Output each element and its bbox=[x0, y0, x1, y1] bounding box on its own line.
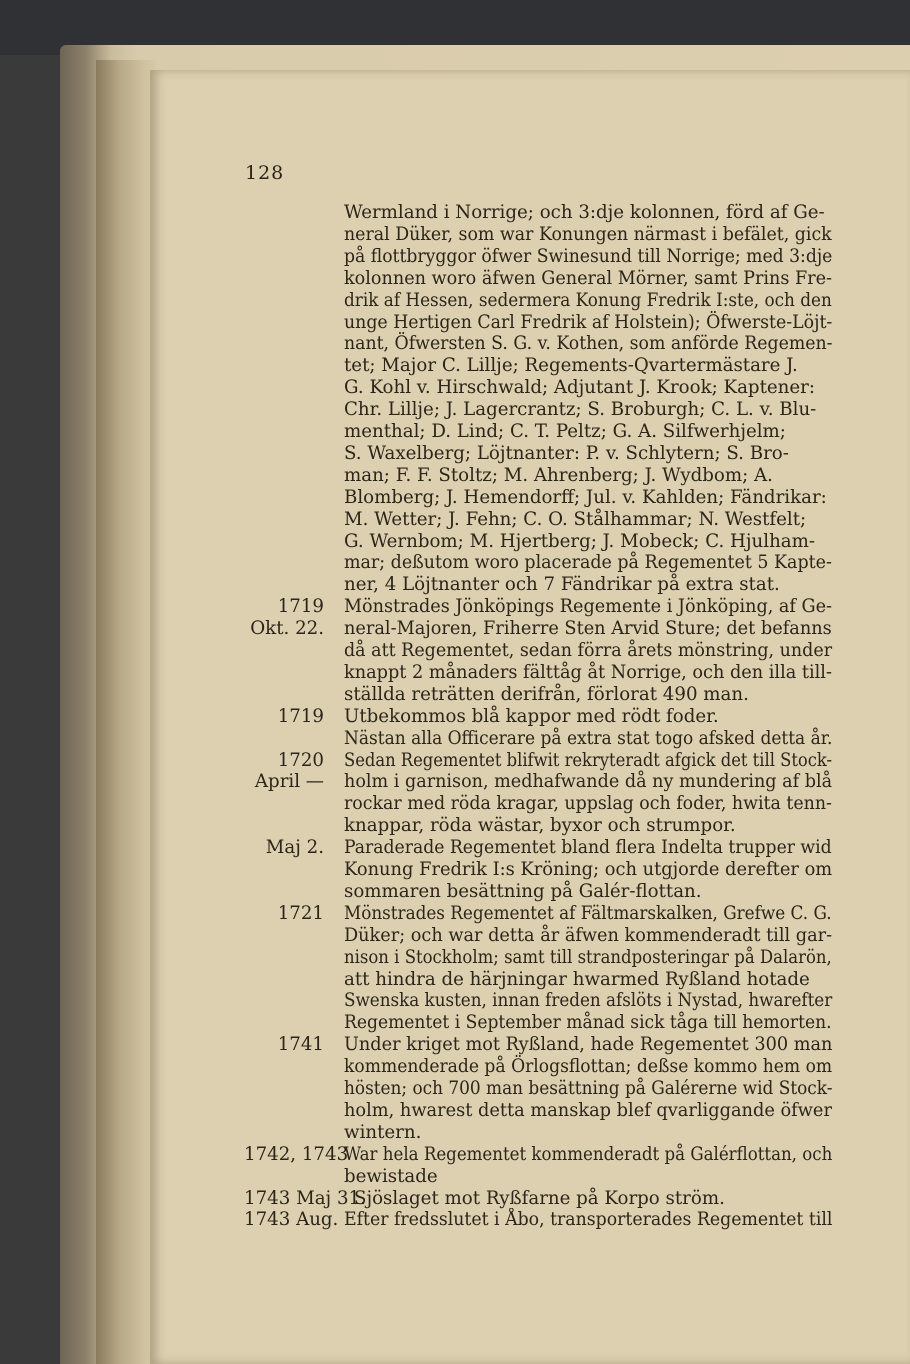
body-text: Düker; och war detta år äfwen kommenderadt till gar- bbox=[344, 924, 833, 946]
body-text: kolonnen woro äfwen General Mörner, samt Prins Fre- bbox=[344, 267, 832, 289]
margin-date: Maj 2. bbox=[265, 837, 324, 859]
body-text: War hela Regementet kommenderadt på Galérflottan, och bbox=[344, 1143, 833, 1165]
body-text: Sjöslaget mot Ryßfarne på Korpo ström. bbox=[354, 1187, 725, 1209]
body-text: kommenderade på Örlogsflottan; deßse kommo hem om bbox=[344, 1056, 833, 1078]
body-text: menthal; D. Lind; C. T. Peltz; G. A. Silfwerhjelm; bbox=[344, 421, 786, 442]
body-text: ner, 4 Löjtnanter och 7 Fändrikar på extra stat. bbox=[344, 574, 780, 596]
body-text: drik af Hessen, sedermera Konung Fredrik I:ste, och den bbox=[344, 289, 832, 311]
book-spine bbox=[96, 60, 156, 1364]
body-text: att hindra de härjningar hwarmed Ryßland hotade bbox=[344, 968, 810, 990]
body-text: M. Wetter; J. Fehn; C. O. Stålhammar; N. Westfelt; bbox=[344, 508, 807, 530]
body-text: Sedan Regementet blifwit rekryteradt afgick det till Stock- bbox=[344, 749, 833, 771]
body-text: Chr. Lillje; J. Lagercrantz; S. Broburgh; C. L. v. Blu- bbox=[344, 399, 817, 421]
body-text: knappar, röda wästar, byxor och strumpor. bbox=[344, 815, 736, 837]
body-text: Mönstrades Jönköpings Regemente i Jönköping, af Ge- bbox=[344, 596, 832, 618]
margin-date: Okt. 22. bbox=[250, 618, 324, 640]
body-text: Mönstrades Regementet af Fältmarskalken, Grefwe C. G. bbox=[344, 902, 832, 924]
body-text: rockar med röda kragar, uppslag och foder, hwita tenn- bbox=[344, 793, 832, 815]
body-text: ställda reträtten derifrån, förlorat 490 man. bbox=[344, 683, 749, 705]
body-text: nison i Stockholm; samt till strandposteringar på Dalarön, bbox=[344, 946, 832, 968]
body-text: wintern. bbox=[344, 1121, 422, 1143]
body-text: Regementet i September månad sick tåga till hemorten. bbox=[344, 1012, 832, 1034]
body-text: mar; deßutom woro placerade på Regementet 5 Kapte- bbox=[344, 552, 832, 574]
body-text: neral Düker, som war Konungen närmast i befälet, gick bbox=[344, 223, 832, 245]
body-text: neral-Majoren, Friherre Sten Arvid Sture; det befanns bbox=[344, 618, 832, 640]
body-text: unge Hertigen Carl Fredrik af Holstein); Öfwerste-Löjt- bbox=[344, 311, 833, 333]
body-text: på flottbryggor öfwer Swinesund till Norrige; med 3:dje bbox=[344, 245, 833, 267]
body-text: Utbekommos blå kappor med rödt foder. bbox=[344, 705, 719, 727]
body-text: holm i garnison, medhafwande då ny mundering af blå bbox=[344, 771, 833, 793]
body-text: tet; Major C. Lillje; Regements-Qvartermästare J. bbox=[344, 355, 798, 377]
body-text: knappt 2 månaders fälttåg åt Norrige, och den illa till- bbox=[344, 661, 832, 683]
margin-date: 1719 bbox=[277, 596, 324, 618]
body-text: man; F. F. Stoltz; M. Ahrenberg; J. Wydbom; A. bbox=[344, 464, 773, 486]
body-text: Konung Fredrik I:s Kröning; och utgjorde derefter om bbox=[344, 859, 833, 880]
margin-date: 1742, 1743 bbox=[244, 1143, 349, 1165]
margin-date: 1741 bbox=[277, 1034, 324, 1056]
body-text: Efter fredsslutet i Åbo, transporterades Regementet till bbox=[344, 1209, 833, 1231]
margin-date: 1743 Aug. bbox=[244, 1209, 339, 1231]
page-number: 128 bbox=[245, 162, 285, 184]
body-text: Blomberg; J. Hemendorff; Jul. v. Kahlden; Fändrikar: bbox=[344, 486, 827, 508]
body-text: hösten; och 700 man besättning på Galérerne wid Stock- bbox=[344, 1078, 833, 1099]
body-text: G. Wernbom; M. Hjertberg; J. Mobeck; C. Hjulham- bbox=[344, 530, 816, 552]
body-text: sommaren besättning på Galér-flottan. bbox=[344, 880, 702, 902]
margin-date: 1721 bbox=[277, 902, 324, 924]
margin-date: April — bbox=[254, 771, 324, 793]
body-text: Paraderade Regementet bland flera Indelta trupper wid bbox=[344, 837, 832, 859]
body-text: Nästan alla Officerare på extra stat togo afsked detta år. bbox=[344, 727, 833, 749]
margin-date: 1719 bbox=[277, 705, 324, 727]
body-text: holm, hwarest detta manskap blef qvarliggande öfwer bbox=[344, 1099, 832, 1121]
body-text: G. Kohl v. Hirschwald; Adjutant J. Krook; Kaptener: bbox=[344, 377, 815, 399]
body-text: Under kriget mot Ryßland, hade Regementet 300 man bbox=[344, 1034, 833, 1056]
body-text: bewistade bbox=[344, 1165, 438, 1187]
body-text: nant, Öfwersten S. G. v. Kothen, som anförde Regemen- bbox=[344, 333, 833, 355]
margin-date: 1720 bbox=[277, 749, 324, 771]
body-text: S. Waxelberg; Löjtnanter: P. v. Schlytern; S. Bro- bbox=[344, 442, 789, 464]
body-text: då att Regementet, sedan förra årets mönstring, under bbox=[344, 640, 833, 661]
text-line bbox=[244, 1207, 844, 1233]
body-text: Wermland i Norrige; och 3:dje kolonnen, förd af Ge- bbox=[344, 202, 825, 223]
margin-date: 1743 Maj 31. bbox=[244, 1187, 366, 1209]
body-text: Swenska kusten, innan freden afslöts i Nystad, hwarefter bbox=[344, 990, 833, 1012]
